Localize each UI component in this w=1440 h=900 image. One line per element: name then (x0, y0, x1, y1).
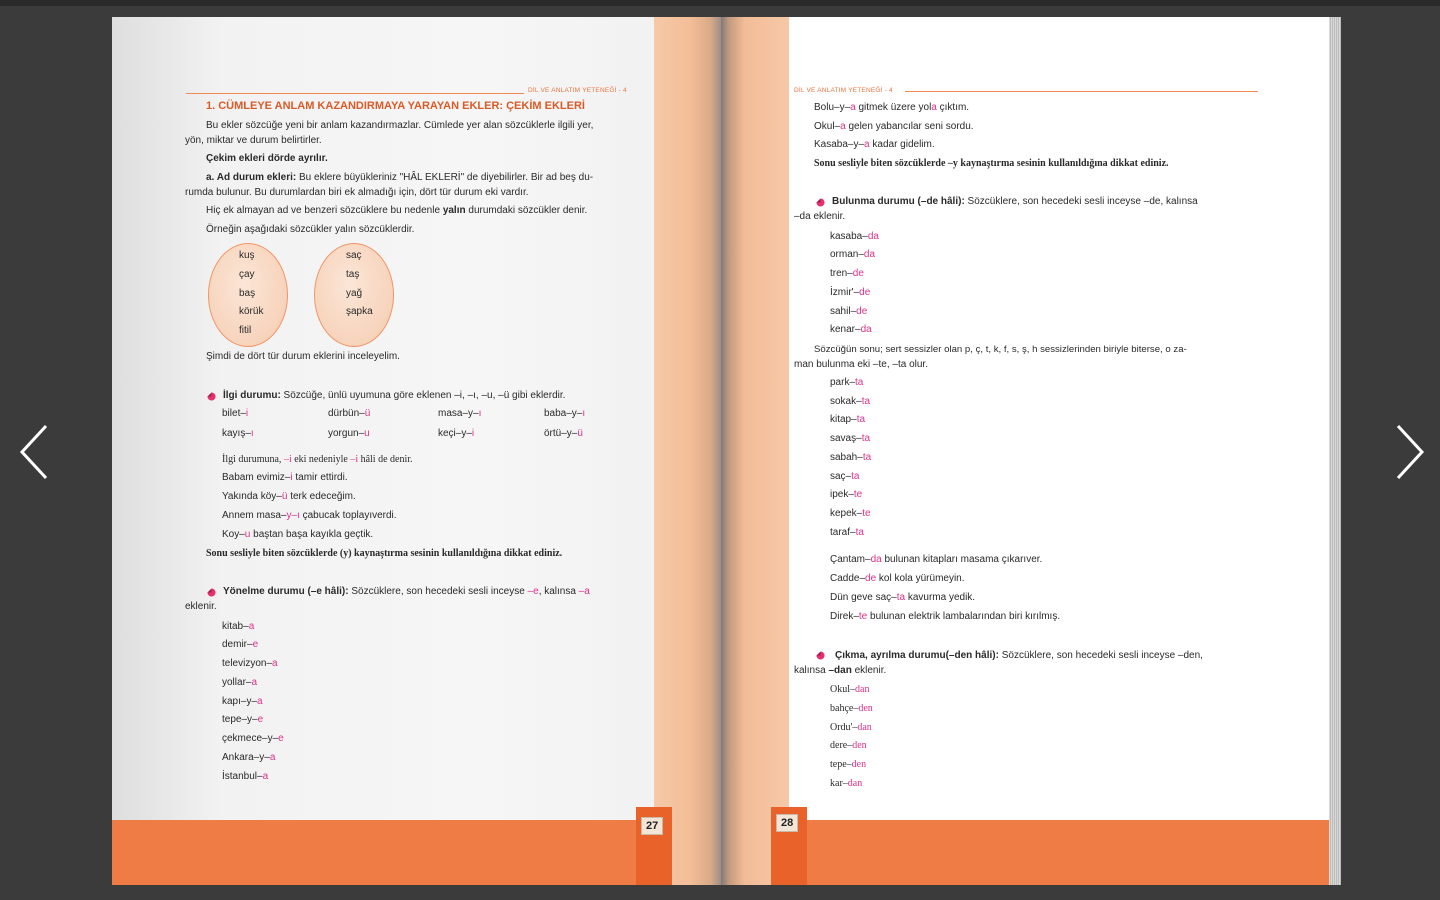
example-sentence: Babam evimiz–i tamir ettirdi. (222, 472, 348, 483)
flipbook (112, 17, 1330, 885)
chevron-right-icon (1388, 420, 1428, 484)
paragraph: Bulunma durumu (–de hâli): Sözcüklere, son hecedeki sesli inceyse –de, kalınsa (832, 196, 1198, 207)
example-word: kar–dan (830, 778, 863, 789)
paragraph: man bulunma eki –te, –ta olur. (794, 359, 928, 370)
example-word: televizyon–a (222, 658, 278, 669)
example-word: dere–den (830, 740, 867, 751)
paragraph: kalınsa –dan eklenir. (794, 665, 887, 676)
example-sentence: Dün geve saç–ta kavurma yedik. (830, 592, 976, 603)
example-word: orman–da (830, 249, 876, 260)
paragraph: Sözcüğün sonu; sert sessizler olan p, ç, t, k, f, s, ş, h sessizlerinden biriyle biterse, o za- (814, 344, 1187, 355)
previous-page-button[interactable] (16, 420, 56, 484)
page-footer-band (789, 820, 1330, 885)
example-word: sokak–ta (830, 396, 871, 407)
bullet-icon (816, 198, 825, 207)
bullet-icon (207, 392, 216, 401)
example-word: demir–e (222, 639, 259, 650)
example-word: yollar–a (222, 677, 258, 688)
example-sentence: Yakında köy–ü terk edeceğim. (222, 491, 356, 502)
example-word: tepe–den (830, 759, 867, 770)
example-sentence: Annem masa–y–ı çabucak toplayıverdi. (222, 510, 397, 521)
example-word: kapı–y–a (222, 696, 263, 707)
example-sentence: Direk–te bulunan elektrik lambalarından biri kırılmış. (830, 611, 1061, 622)
example-sentence: Çantam–da bulunan kitapları masama çıkarıver. (830, 554, 1043, 565)
example-word: kitab–a (222, 621, 255, 632)
paragraph: Çıkma, ayrılma durumu(–den hâli): Sözcüklere, son hecedeki sesli inceyse –den, (835, 650, 1203, 661)
example-word: çekmece–y–e (222, 733, 284, 744)
viewer-top-bar (0, 0, 1440, 6)
section-heading: 1. CÜMLEYE ANLAM KAZANDIRMAYA YARAYAN EKLER: ÇEKİM EKLERİ (206, 100, 585, 112)
spine-shadow (721, 17, 789, 885)
page-number: 28 (776, 814, 798, 832)
note: Sonu sesliyle biten sözcüklerde (y) kaynaştırma sesinin kullanıldığına dikkat ediniz. (206, 548, 563, 559)
note: İlgi durumuna, –i eki nedeniyle –i hâli de denir. (222, 454, 413, 465)
oval-word: saç (346, 250, 362, 261)
example-word: taraf–ta (830, 527, 864, 538)
example-word: sabah–ta (830, 452, 872, 463)
example-word: savaş–ta (830, 433, 871, 444)
example-sentence: Kasaba–y–a kadar gidelim. (814, 139, 935, 150)
example-sentence: Cadde–de kol kola yürümeyin. (830, 573, 965, 584)
paragraph: Örneğin aşağıdaki sözcükler yalın sözcüklerdir. (206, 224, 415, 235)
paragraph: Bu ekler sözcüğe yeni bir anlam kazandırmazlar. Cümlede yer alan sözcüklerle ilgili yer, (206, 120, 594, 131)
page-footer-band (112, 820, 654, 885)
example-word: örtü–y–ü (544, 428, 583, 439)
note: Sonu sesliyle biten sözcüklerde –y kaynaştırma sesinin kullanıldığına dikkat ediniz. (814, 158, 1169, 169)
paragraph: Çekim ekleri dörde ayrılır. (206, 153, 328, 164)
paragraph: eklenir. (185, 601, 217, 612)
oval-word: şapka (346, 306, 373, 317)
oval-word: fitil (239, 325, 252, 336)
paragraph: a. Ad durum ekleri: Bu eklere büyükleriniz "HÂL EKLERİ" de diyebilirler. Bir ad beş du- (206, 172, 594, 183)
header-rule (905, 91, 1258, 92)
running-head: DİL VE ANLATIM YETENEĞİ - 4 (794, 87, 893, 94)
example-word: Ankara–y–a (222, 752, 276, 763)
oval-word: körük (239, 306, 264, 317)
example-word: kasaba–da (830, 231, 879, 242)
next-page-button[interactable] (1388, 420, 1428, 484)
oval-word: yağ (346, 288, 363, 299)
chevron-left-icon (16, 420, 56, 484)
header-rule (186, 93, 524, 94)
paragraph: Yönelme durumu (–e hâli): Sözcüklere, son hecedeki sesli inceyse –e, kalınsa –a (223, 586, 590, 597)
running-head: DİL VE ANLATIM YETENEĞİ - 4 (528, 87, 627, 94)
example-word: baba–y–ı (544, 408, 586, 419)
example-word: ipek–te (830, 489, 863, 500)
example-word: tepe–y–e (222, 714, 264, 725)
example-word: keçi–y–i (438, 428, 475, 439)
example-word: İstanbul–a (222, 771, 269, 782)
paragraph: –da eklenir. (794, 211, 846, 222)
oval-word: baş (239, 288, 256, 299)
example-word: kayış–ı (222, 428, 254, 439)
example-word: kenar–da (830, 324, 872, 335)
page-number: 27 (641, 817, 663, 835)
oval-word: taş (346, 269, 360, 280)
left-page[interactable] (112, 17, 721, 885)
oval-word: kuş (239, 250, 255, 261)
paragraph: Hiç ek almayan ad ve benzeri sözcüklere bu nedenle yalın durumdaki sözcükler denir. (206, 205, 588, 216)
example-sentence: Okul–a gelen yabancılar seni sordu. (814, 121, 974, 132)
page-edges (1329, 17, 1341, 885)
example-word: masa–y–ı (438, 408, 482, 419)
example-word: İzmir'–de (830, 287, 871, 298)
paragraph: Şimdi de dört tür durum eklerini inceleyelim. (206, 351, 400, 362)
oval-word: çay (239, 269, 255, 280)
example-word: Okul–dan (830, 684, 870, 695)
paragraph: İlgi durumu: Sözcüğe, ünlü uyumuna göre eklenen –i, –ı, –u, –ü gibi eklerdir. (223, 390, 566, 401)
example-word: kepek–te (830, 508, 871, 519)
bullet-icon (207, 588, 216, 597)
example-word: park–ta (830, 377, 864, 388)
example-word: sahil–de (830, 306, 868, 317)
example-word: dürbün–ü (328, 408, 371, 419)
bullet-icon (816, 651, 825, 660)
example-word: bilet–i (222, 408, 249, 419)
example-word: Ordu'–dan (830, 722, 872, 733)
example-sentence: Koy–u baştan başa kayıkla geçtik. (222, 529, 374, 540)
spine-shadow (654, 17, 721, 885)
paragraph: rumda bulunur. Bu durumlardan biri ek almadığı için, dört tür durum eki vardır. (185, 187, 529, 198)
example-word: saç–ta (830, 471, 860, 482)
example-word: yorgun–u (328, 428, 370, 439)
right-page[interactable] (721, 17, 1330, 885)
example-word: tren–de (830, 268, 864, 279)
example-word: bahçe–den (830, 703, 873, 714)
paragraph: yön, miktar ve durum belirtirler. (185, 135, 322, 146)
example-word: kitap–ta (830, 414, 866, 425)
example-sentence: Bolu–y–a gitmek üzere yola çıktım. (814, 102, 970, 113)
